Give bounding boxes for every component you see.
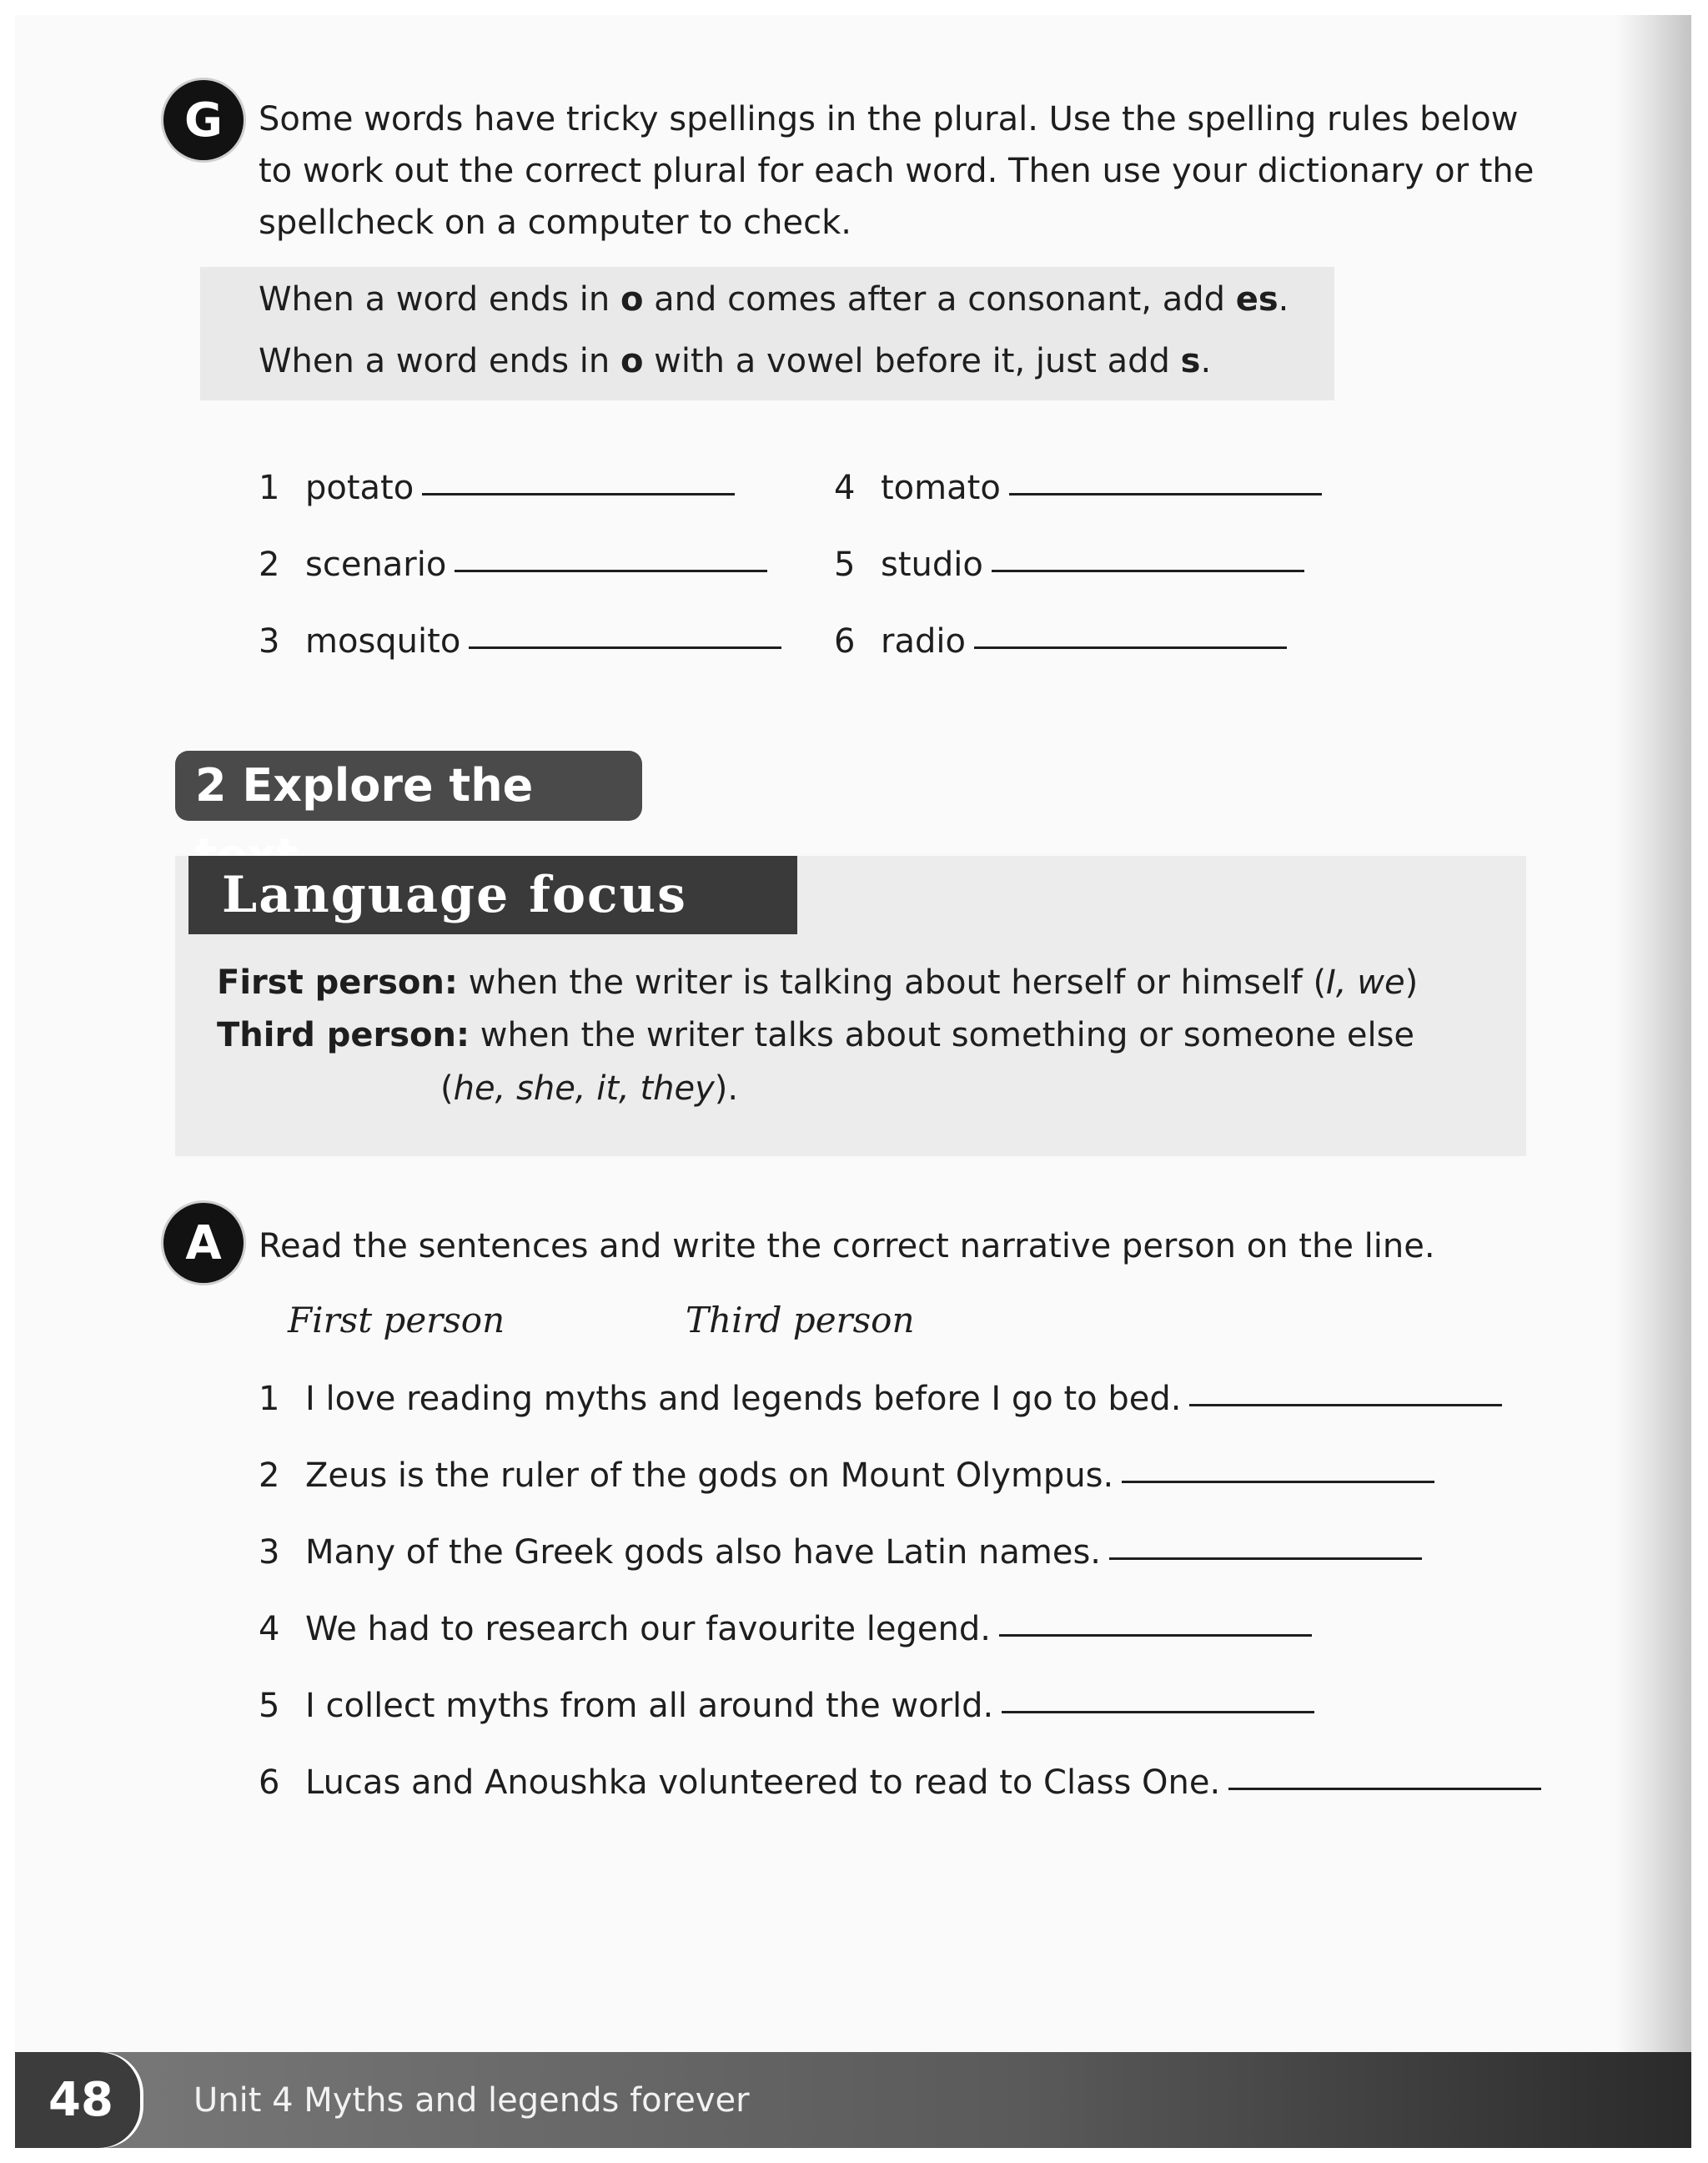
answer-line[interactable] [1002,1710,1314,1713]
item-number: 6 [259,1763,280,1802]
answer-line[interactable] [974,646,1287,649]
sentence-text: I collect myths from all around the world. [305,1687,994,1725]
section-title: 2 Explore the [175,751,642,821]
rule-bold: o [620,342,644,380]
item-number: 2 [259,1456,280,1495]
answer-line[interactable] [1109,1557,1422,1560]
rule-text: When a word ends in [259,280,620,319]
item-number: 4 [259,1610,280,1648]
rule-bold: s [1180,342,1201,380]
answer-line[interactable] [992,569,1304,572]
spelling-rule-1 [259,280,1289,319]
plural-item [834,469,1322,507]
sentence-item [259,1456,1434,1495]
sentence-text: Many of the Greek gods also have Latin names. [305,1533,1102,1572]
answer-line[interactable] [999,1633,1312,1637]
definition-examples: he, she, it, they [453,1069,715,1108]
exercise-a-instruction: Read the sentences and write the correct narrative person on the line. [259,1227,1435,1265]
third-person-examples: (he, she, it, they). [440,1069,739,1108]
sentence-item [259,1763,1541,1802]
answer-line[interactable] [1189,1403,1502,1406]
definition-label: Third person: [217,1016,470,1054]
spelling-rule-2 [259,342,1211,380]
item-number: 1 [259,1380,280,1418]
plural-item [259,469,735,507]
item-word: tomato [881,469,1001,507]
item-word: mosquito [305,622,461,661]
definition-text: ). [714,1069,739,1108]
item-number: 5 [259,1687,280,1725]
answer-line[interactable] [469,646,781,649]
item-number: 2 [259,546,280,584]
instruction-line: spellcheck on a computer to check. [259,204,851,242]
sentence-text: Lucas and Anoushka volunteered to read to Class One. [305,1763,1221,1802]
rule-bold: es [1235,280,1278,319]
definition-label: First person: [217,963,458,1002]
plural-item [259,622,781,661]
item-number: 3 [259,622,280,661]
exercise-a-letter: A [185,1215,222,1270]
answer-line[interactable] [1228,1787,1541,1790]
item-word: potato [305,469,414,507]
first-person-definition [217,963,1418,1002]
rule-text: . [1200,342,1212,380]
sentence-item [259,1687,1314,1725]
item-number: 1 [259,469,280,507]
sentence-text: Zeus is the ruler of the gods on Mount Olympus. [305,1456,1114,1495]
unit-title: Unit 4 Myths and legends forever [193,2081,750,2120]
page-edge-shadow [1616,15,1691,2148]
sentence-item [259,1610,1312,1648]
item-word: scenario [305,546,447,584]
item-number: 4 [834,469,856,507]
plural-item [834,546,1304,584]
item-word: radio [881,622,966,661]
item-number: 5 [834,546,856,584]
definition-examples: I, we [1326,963,1405,1002]
rule-text: with a vowel before it, just add [643,342,1181,380]
sentence-item [259,1380,1502,1418]
handwritten-option-third: Third person [686,1300,915,1341]
definition-text: when the writer is talking about herself or himself ( [457,963,1327,1002]
sentence-text: We had to research our favourite legend. [305,1610,991,1648]
handwritten-option-first: First person [288,1300,505,1341]
answer-line[interactable] [455,569,767,572]
answer-line[interactable] [1122,1480,1434,1483]
answer-line[interactable] [422,492,735,495]
instruction-line: Some words have tricky spellings in the plural. Use the spelling rules below [259,100,1519,138]
exercise-g-letter: G [184,93,223,148]
definition-text: when the writer talks about something or someone else [470,1016,1415,1054]
item-word: studio [881,546,983,584]
rule-text: . [1278,280,1289,319]
rule-bold: o [620,280,644,319]
item-number: 6 [834,622,856,661]
exercise-g-badge [163,80,244,160]
plural-item [834,622,1287,661]
sentence-text: I love reading myths and legends before I go to bed. [305,1380,1182,1418]
page-number: 48 [15,2052,140,2148]
third-person-definition [217,1016,1414,1054]
exercise-a-badge [163,1203,244,1283]
plural-item [259,546,767,584]
language-focus-heading: Language focus [188,856,797,934]
definition-text: ) [1404,963,1419,1002]
instruction-line: to work out the correct plural for each word. Then use your dictionary or the [259,152,1535,190]
rule-text: When a word ends in [259,342,620,380]
answer-line[interactable] [1009,492,1322,495]
exercise-g-instruction [259,93,1534,249]
rule-text: and comes after a consonant, add [643,280,1236,319]
sentence-item [259,1533,1422,1572]
item-number: 3 [259,1533,280,1572]
